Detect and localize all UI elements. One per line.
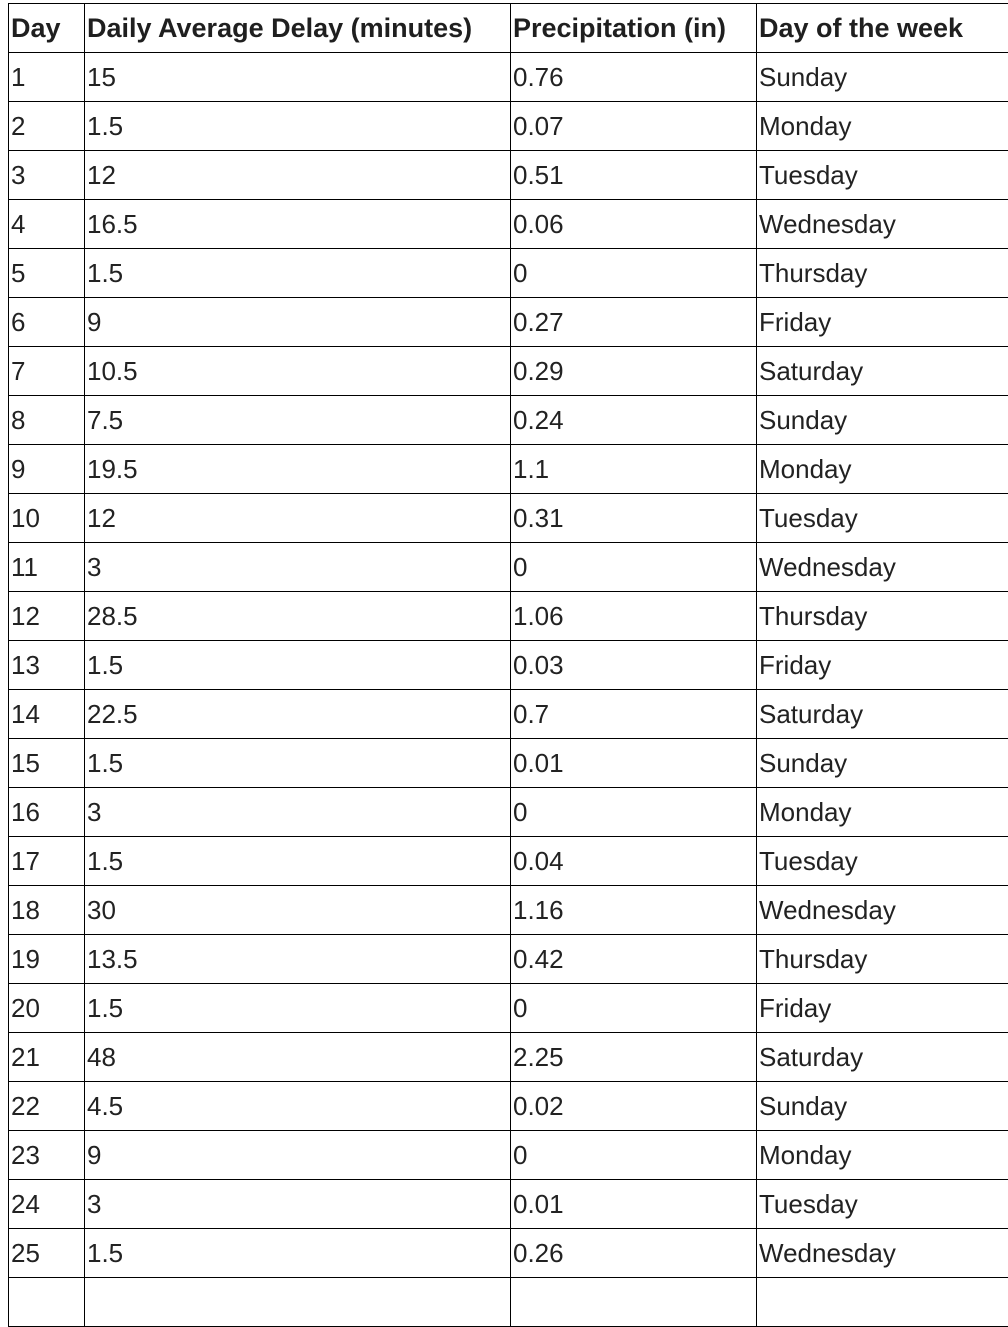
cell-day-of-week: Thursday: [757, 249, 1008, 298]
cell-delay: 3: [85, 788, 511, 837]
cell-day: 19: [9, 935, 85, 984]
table-row: [9, 102, 1008, 151]
cell-day-of-week: Friday: [757, 298, 1008, 347]
cell-precipitation: 0: [511, 1131, 757, 1180]
table-row: [9, 298, 1008, 347]
cell-day: 15: [9, 739, 85, 788]
cell-day-of-week: Wednesday: [757, 886, 1008, 935]
table-row: [9, 249, 1008, 298]
cell-precipitation: 0.07: [511, 102, 757, 151]
cell-precipitation: 0.04: [511, 837, 757, 886]
table-row: [9, 837, 1008, 886]
table-row: [9, 1033, 1008, 1082]
cell-precipitation: 0.01: [511, 739, 757, 788]
cell-day-of-week: Monday: [757, 1131, 1008, 1180]
table-row: [9, 53, 1008, 102]
table-row: [9, 347, 1008, 396]
cell-precipitation: 0.24: [511, 396, 757, 445]
table-row: [9, 396, 1008, 445]
cell-precipitation: 0.06: [511, 200, 757, 249]
cell-delay: 3: [85, 1180, 511, 1229]
cell-delay: 48: [85, 1033, 511, 1082]
cell-precipitation: 0: [511, 788, 757, 837]
cell-day: 3: [9, 151, 85, 200]
cell-precipitation: 0.76: [511, 53, 757, 102]
cell-precipitation: 1.1: [511, 445, 757, 494]
header-day-of-week: Day of the week: [757, 4, 1008, 53]
cell-day-of-week: Wednesday: [757, 1229, 1008, 1278]
table-row: [9, 641, 1008, 690]
table-row: [9, 984, 1008, 1033]
cell-precipitation: 0: [511, 543, 757, 592]
cell-day: 11: [9, 543, 85, 592]
cell-day-of-week: Sunday: [757, 739, 1008, 788]
table-row: [9, 494, 1008, 543]
cell-delay: 30: [85, 886, 511, 935]
cell-delay: 9: [85, 1131, 511, 1180]
table-row: [9, 200, 1008, 249]
cell-day: 23: [9, 1131, 85, 1180]
cell-delay: 1.5: [85, 837, 511, 886]
cell-day: 5: [9, 249, 85, 298]
cell-precipitation: 1.16: [511, 886, 757, 935]
table-row: [9, 1278, 1008, 1327]
cell-delay: 7.5: [85, 396, 511, 445]
cell-day-of-week: Friday: [757, 984, 1008, 1033]
cell-day-of-week: Tuesday: [757, 151, 1008, 200]
cell-day-of-week: Saturday: [757, 1033, 1008, 1082]
cell-day-of-week: Thursday: [757, 592, 1008, 641]
cell-delay: 1.5: [85, 641, 511, 690]
cell-day: 7: [9, 347, 85, 396]
cell-delay: 3: [85, 543, 511, 592]
cell-day-of-week: Monday: [757, 788, 1008, 837]
table-row: [9, 445, 1008, 494]
cell-precipitation: 2.25: [511, 1033, 757, 1082]
cell-delay: 12: [85, 151, 511, 200]
cell-day: 22: [9, 1082, 85, 1131]
cell-day: 9: [9, 445, 85, 494]
table-row: [9, 1131, 1008, 1180]
cell-delay: 4.5: [85, 1082, 511, 1131]
cell-precipitation: 0.01: [511, 1180, 757, 1229]
cell-precipitation: 0.03: [511, 641, 757, 690]
cell-day: 12: [9, 592, 85, 641]
cell-precipitation: 0.27: [511, 298, 757, 347]
cell-delay: 15: [85, 53, 511, 102]
cell-delay: 1.5: [85, 102, 511, 151]
cell-day: 13: [9, 641, 85, 690]
cell-day: 16: [9, 788, 85, 837]
cell-delay: 13.5: [85, 935, 511, 984]
cell-precipitation: 0.31: [511, 494, 757, 543]
cell-day-of-week: Wednesday: [757, 543, 1008, 592]
table-row: [9, 690, 1008, 739]
table-row: [9, 1229, 1008, 1278]
cell-precipitation: 0.29: [511, 347, 757, 396]
cell-day: 10: [9, 494, 85, 543]
cell-day: 24: [9, 1180, 85, 1229]
table-header-row: [9, 4, 1008, 53]
cell-delay: 12: [85, 494, 511, 543]
cell-day-of-week: Tuesday: [757, 1180, 1008, 1229]
table-row: [9, 886, 1008, 935]
delay-data-table: [8, 3, 1008, 1327]
cell-day: 25: [9, 1229, 85, 1278]
table-row: [9, 543, 1008, 592]
table-row: [9, 788, 1008, 837]
cell-day: 17: [9, 837, 85, 886]
cell-day-of-week: Thursday: [757, 935, 1008, 984]
cell-delay: 1.5: [85, 249, 511, 298]
cell-day-of-week: Wednesday: [757, 200, 1008, 249]
cell-delay: 1.5: [85, 739, 511, 788]
cell-day: 14: [9, 690, 85, 739]
cell-day-of-week: Sunday: [757, 1082, 1008, 1131]
cell-day: 1: [9, 53, 85, 102]
cell-day-of-week: Tuesday: [757, 494, 1008, 543]
cell-day-of-week: Sunday: [757, 53, 1008, 102]
header-precipitation: Precipitation (in): [511, 4, 757, 53]
table-row: [9, 935, 1008, 984]
header-daily-average-delay: Daily Average Delay (minutes): [85, 4, 511, 53]
cell-day: [9, 1278, 85, 1327]
cell-day-of-week: Monday: [757, 102, 1008, 151]
cell-delay: 28.5: [85, 592, 511, 641]
cell-precipitation: 0.42: [511, 935, 757, 984]
cell-day-of-week: Tuesday: [757, 837, 1008, 886]
cell-delay: 16.5: [85, 200, 511, 249]
cell-delay: 19.5: [85, 445, 511, 494]
table-row: [9, 151, 1008, 200]
cell-delay: [85, 1278, 511, 1327]
cell-day: 8: [9, 396, 85, 445]
table-row: [9, 592, 1008, 641]
cell-day-of-week: Sunday: [757, 396, 1008, 445]
cell-precipitation: 0: [511, 249, 757, 298]
cell-precipitation: 0.51: [511, 151, 757, 200]
cell-precipitation: 0: [511, 984, 757, 1033]
cell-day-of-week: Monday: [757, 445, 1008, 494]
cell-delay: 1.5: [85, 984, 511, 1033]
cell-precipitation: 1.06: [511, 592, 757, 641]
cell-delay: 9: [85, 298, 511, 347]
cell-day-of-week: [757, 1278, 1008, 1327]
cell-day: 20: [9, 984, 85, 1033]
cell-precipitation: [511, 1278, 757, 1327]
cell-day-of-week: Saturday: [757, 690, 1008, 739]
table-row: [9, 739, 1008, 788]
cell-day: 21: [9, 1033, 85, 1082]
cell-delay: 1.5: [85, 1229, 511, 1278]
cell-precipitation: 0.26: [511, 1229, 757, 1278]
cell-day: 4: [9, 200, 85, 249]
cell-day: 18: [9, 886, 85, 935]
header-day: Day: [9, 4, 85, 53]
cell-precipitation: 0.7: [511, 690, 757, 739]
cell-day-of-week: Friday: [757, 641, 1008, 690]
table-body: [9, 53, 1008, 1327]
cell-delay: 22.5: [85, 690, 511, 739]
cell-day-of-week: Saturday: [757, 347, 1008, 396]
cell-precipitation: 0.02: [511, 1082, 757, 1131]
cell-delay: 10.5: [85, 347, 511, 396]
cell-day: 2: [9, 102, 85, 151]
table-row: [9, 1082, 1008, 1131]
cell-day: 6: [9, 298, 85, 347]
table-row: [9, 1180, 1008, 1229]
